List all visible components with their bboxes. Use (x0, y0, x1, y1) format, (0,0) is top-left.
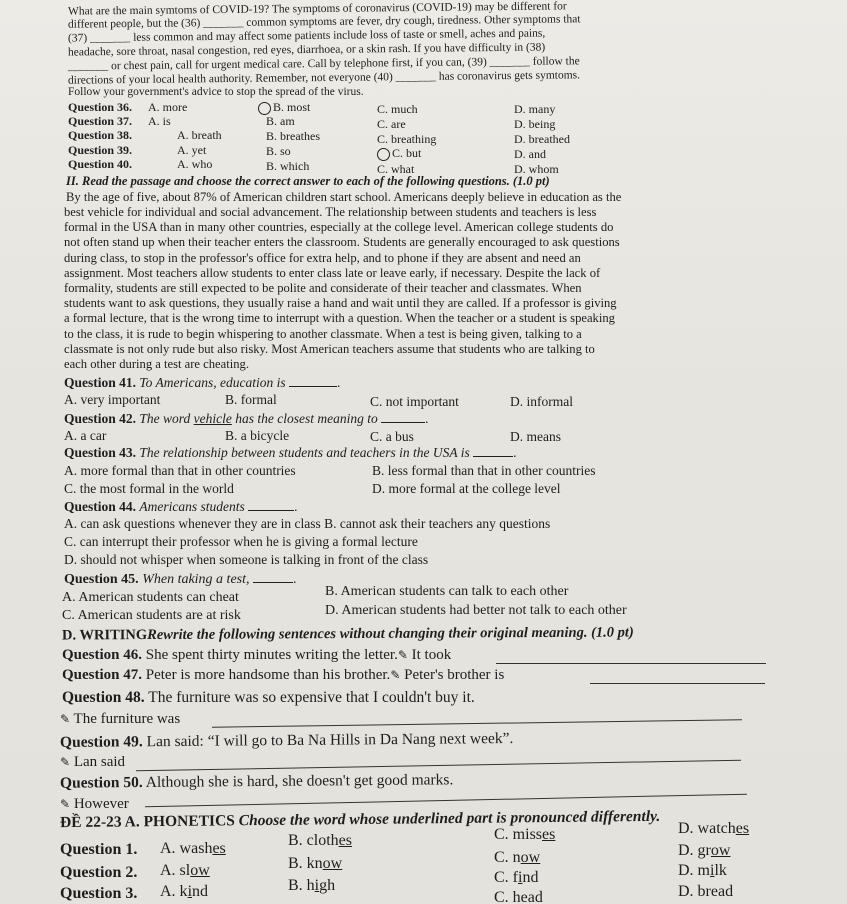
q44-label: Question 44. (64, 499, 137, 514)
q45-option-a: A. American students can cheat (62, 590, 239, 605)
cloze-line-5: _______ or chest pain, call for urgent medical care. Call by telephone first, if you can, (39) _______ follow the (67, 55, 580, 73)
passage-line: to the class, it is rude to begin whispering to another classmate. When a test is being given, talking to a (64, 327, 582, 341)
cloze-line-7: Follow your government's advice to stop the spread of the virus. (68, 86, 364, 98)
q47-row (62, 668, 504, 683)
answer-blank[interactable] (381, 422, 425, 423)
cloze-line-1: What are the main symtoms of COVID-19? The symptoms of coronavirus (COVID-19) may be different for (67, 0, 567, 18)
q40-option-a: A. who (177, 157, 213, 171)
pq3-b-pre: B. h (288, 877, 315, 894)
pq3-option-a (160, 884, 208, 900)
q37-option-a: A. is (148, 114, 171, 128)
q44-option-c: C. can interrupt their professor when he is giving a formal lecture (64, 534, 418, 549)
q48-label: Question 48. (62, 689, 145, 706)
cloze-line-2: different people, but the (36) _______ common symptoms are fever, dry cough, tiredness. Other symptoms that (67, 13, 581, 31)
q42-option-c: C. a bus (370, 429, 414, 444)
q42-stem-word: vehicle (193, 411, 232, 426)
q45-label: Question 45. (64, 572, 139, 587)
q36-option-b-text: B. most (273, 100, 311, 114)
q43-option-b: B. less formal than that in other countries (372, 463, 596, 478)
pq1-a-underlined: es (212, 840, 226, 857)
writing-heading: D. WRITING (61, 627, 148, 644)
q36-option-d: D. many (514, 102, 556, 116)
passage-line: during class, to stop in the professor's office for extra help, and to phone if they are absent and need an (64, 251, 581, 265)
pq2-b-underlined: ow (322, 855, 343, 872)
passage-line: assignment. Most teachers allow students to enter class late or leave early, if necessary. Despite the lack of (64, 266, 601, 280)
writing-instructions: Rewrite the following sentences without changing their original meaning. (1.0 pt) (147, 624, 634, 644)
q49-label: Question 49. (59, 733, 143, 751)
q44-stem: Question 44. Americans students . (64, 499, 298, 514)
q37-option-b: B. am (266, 114, 295, 128)
pq3-option-b (288, 878, 335, 894)
cloze-line-3: (37) _______ less common and may affect some patients include loss of taste or smell, aches and pains, (67, 27, 546, 45)
phonetics-instructions: Choose the word whose underlined part is pronounced differently. (238, 807, 661, 830)
phonetics-title (60, 809, 660, 831)
q42-option-d: D. means (510, 429, 561, 444)
pq1-b-underlined: es (338, 832, 352, 849)
pen-icon: ✎ (60, 712, 71, 726)
pq3-option-d (678, 863, 727, 879)
q43-stem: Question 43. The relationship between students and teachers in the USA is . (64, 445, 517, 460)
q39-label: Question 39. (68, 143, 133, 157)
q50-text: Although she is hard, she doesn't get good marks. (145, 771, 454, 791)
q39-option-c (377, 147, 421, 161)
q41-label: Question 41. (64, 375, 137, 390)
q41-option-d: D. informal (510, 394, 573, 409)
q36-option-a: A. more (148, 100, 188, 114)
pq3-b-post: gh (319, 877, 336, 894)
pq1-option-c (494, 827, 555, 843)
q42-stem-pre: The word (139, 411, 191, 426)
q36-label: Question 36. (68, 100, 133, 114)
pq1-option-a (160, 841, 226, 857)
pq1-label: Question 1. (60, 841, 138, 858)
q43-option-a: A. more formal than that in other countries (64, 463, 296, 478)
q47-answer-line[interactable] (590, 683, 765, 684)
answer-blank[interactable] (253, 582, 293, 583)
pq3-d-pre: D. m (678, 862, 710, 879)
q39-option-c-text: C. but (392, 146, 422, 160)
pq1-option-b (288, 833, 352, 849)
pen-icon: ✎ (397, 648, 408, 662)
pq1-c-pre: C. miss (494, 826, 543, 843)
q38-label: Question 38. (68, 128, 133, 142)
pq2-b-pre: B. kn (288, 855, 323, 872)
q45-option-d: D. American students had better not talk to each other (325, 603, 627, 618)
q39-option-d: D. and (514, 147, 546, 161)
answer-blank[interactable] (289, 386, 337, 387)
pq3-c-underlined: i (518, 869, 523, 886)
pen-icon: ✎ (390, 668, 401, 682)
passage-line: each other during a test are cheating. (64, 357, 249, 371)
q49-start-text: Lan said (73, 754, 126, 770)
q42-stem-post: has the closest meaning to (235, 411, 378, 426)
pen-icon: ✎ (60, 755, 71, 769)
q36-option-b (258, 101, 310, 115)
cloze-line-4: headache, sore throat, nasal congestion, red eyes, diarrhoea, or a skin rash. If you have difficulty in (38) (67, 41, 546, 59)
answer-circle-icon (258, 102, 271, 115)
pq4-option-c: C. head (494, 889, 543, 904)
q42-label: Question 42. (64, 411, 137, 426)
pq1-option-d (678, 821, 749, 837)
q38-option-d: D. breathed (514, 132, 570, 146)
q43-option-c: C. the most formal in the world (64, 481, 234, 496)
pq3-d-post: lk (714, 862, 727, 879)
passage-line: a formal lecture, that is the wrong time to interrupt with a question. When the teacher or a student is speaking (64, 311, 615, 325)
pq3-a-pre: A. k (160, 883, 188, 900)
pq1-d-underlined: es (735, 820, 750, 837)
q41-option-c: C. not important (370, 394, 459, 409)
pq1-b-pre: B. cloth (288, 832, 339, 849)
q45-stem: Question 45. When taking a test, . (64, 572, 297, 587)
q47-label: Question 47. (62, 667, 143, 683)
answer-circle-icon (377, 148, 390, 161)
q42-stem: Question 42. The word vehicle has the closest meaning to . (64, 411, 429, 426)
q45-option-c: C. American students are at risk (62, 608, 241, 623)
q48-start-text: The furniture was (73, 711, 181, 727)
q46-answer-line[interactable] (496, 663, 766, 664)
q48-text: The furniture was so expensive that I couldn't buy it. (148, 689, 475, 706)
q44-stem-text: Americans students (139, 499, 245, 514)
q38-option-b: B. breathes (266, 129, 320, 143)
answer-blank[interactable] (248, 510, 294, 511)
pq2-label: Question 2. (60, 864, 138, 881)
passage-line: formality, students are still expected to be polite and considerate of their teacher and classmates. When (64, 281, 582, 295)
q43-label: Question 43. (64, 445, 137, 460)
q39-option-a: A. yet (177, 143, 207, 157)
q49-answer-line[interactable] (136, 760, 741, 772)
pq3-a-underlined: i (187, 883, 193, 900)
passage-line: students want to ask questions, they usually raise a hand and wait until they are called. If a professor is giving (64, 296, 617, 310)
passage-line: classmate is not only rude but also risky. Most American teachers assume that students who are talking to (64, 342, 595, 356)
q40-option-b: B. which (266, 159, 310, 173)
pq3-c-post: nd (522, 869, 539, 886)
q46-start: It took (411, 647, 452, 663)
pq2-option-c (494, 850, 540, 866)
q47-text: Peter is more handsome than his brother. (145, 667, 391, 683)
pen-icon: ✎ (60, 797, 71, 811)
q45-stem-text: When taking a test, (142, 572, 250, 587)
q41-stem: Question 41. To Americans, education is . (64, 375, 341, 390)
passage-line: best vehicle for individual and social advancement. The relationship between students and teachers is less (64, 205, 597, 219)
pq2-a-pre: A. sl (160, 862, 191, 879)
pq4-option-d: D. bread (678, 883, 734, 900)
pq3-b-underlined: i (314, 877, 320, 894)
pq2-option-a (160, 863, 210, 879)
q49-text: Lan said: “I will go to Ba Na Hills in Da Nang next week”. (146, 730, 514, 751)
pq1-d-pre: D. watch (678, 820, 736, 837)
q50-start (60, 797, 129, 812)
q41-option-a: A. very important (64, 392, 161, 407)
pq2-d-underlined: ow (710, 842, 731, 859)
q50-row (60, 772, 453, 791)
q49-row (60, 731, 513, 750)
q39-option-b: B. so (266, 144, 291, 158)
pq3-d-underlined: i (710, 862, 715, 879)
pq3-label: Question 3. (60, 885, 138, 902)
q41-stem-text: To Americans, education is (139, 375, 286, 390)
q42-option-a: A. a car (64, 428, 107, 443)
q44-option-a-text: A. can ask questions whenever they are in class (64, 516, 321, 531)
q49-start (60, 755, 125, 770)
pq2-a-underlined: ow (190, 862, 210, 879)
q47-start: Peter's brother is (404, 667, 505, 683)
phonetics-heading: ĐỀ 22-23 A. PHONETICS (59, 812, 235, 832)
pq2-c-underlined: ow (520, 849, 541, 866)
q44-option-b-marker (324, 516, 550, 531)
q38-option-a: A. breath (177, 128, 222, 142)
q40-option-d: D. whom (514, 162, 559, 176)
q45-option-b: B. American students can talk to each other (325, 584, 569, 599)
q43-option-d: D. more formal at the college level (372, 481, 561, 496)
q46-label: Question 46. (62, 647, 143, 663)
q42-option-b: B. a bicycle (225, 428, 290, 443)
cloze-line-6: directions of your local health authority. Remember, not everyone (40) _______ has coronavirus gets symtoms. (67, 69, 581, 87)
q38-option-c: C. breathing (377, 132, 437, 146)
pq1-c-underlined: es (542, 826, 556, 843)
q44-option-b-text: B. cannot ask their teachers any questions (324, 516, 551, 531)
answer-blank[interactable] (473, 456, 513, 457)
q50-label: Question 50. (59, 773, 143, 792)
passage-line: not often stand up when their teacher enters the classroom. Students are generally encouraged to ask questions (64, 235, 620, 249)
q37-option-d: D. being (514, 117, 556, 131)
q43-stem-text: The relationship between students and teachers in the USA is (139, 445, 470, 460)
q40-label: Question 40. (68, 157, 133, 171)
q50-answer-line[interactable] (145, 794, 747, 808)
pq3-option-c (494, 870, 538, 886)
pq2-option-d (678, 843, 730, 859)
q40-option-c: C. what (377, 162, 415, 176)
passage-line: formal in the USA than in many other countries, especially at the college level. American college students do (64, 220, 614, 234)
pq2-option-b (288, 856, 342, 872)
q48-row (62, 690, 475, 706)
section-2-title: II. Read the passage and choose the correct answer to each of the following questions. (1.0 pt) (66, 174, 550, 188)
pq2-c-pre: C. n (494, 849, 521, 866)
pq3-a-post: nd (192, 883, 209, 900)
pq2-d-pre: D. gr (678, 842, 711, 859)
q50-start-text: However (73, 796, 129, 812)
pq1-a-pre: A. wash (160, 840, 213, 857)
passage-line: By the age of five, about 87% of American children start school. Americans deeply believe in education as the (66, 190, 622, 204)
q37-label: Question 37. (68, 114, 133, 128)
q37-option-c: C. are (377, 117, 406, 131)
pq3-c-pre: C. f (494, 869, 518, 886)
q36-option-c: C. much (377, 102, 418, 116)
q46-row (62, 648, 451, 663)
section-writing-title (62, 626, 634, 643)
q48-start (60, 712, 180, 727)
q41-option-b: B. formal (225, 392, 277, 407)
q48-answer-line[interactable] (212, 719, 742, 727)
q44-option-d: D. should not whisper when someone is talking in front of the class (64, 552, 429, 567)
q44-option-a (64, 517, 550, 531)
q46-text: She spent thirty minutes writing the letter. (145, 647, 398, 663)
